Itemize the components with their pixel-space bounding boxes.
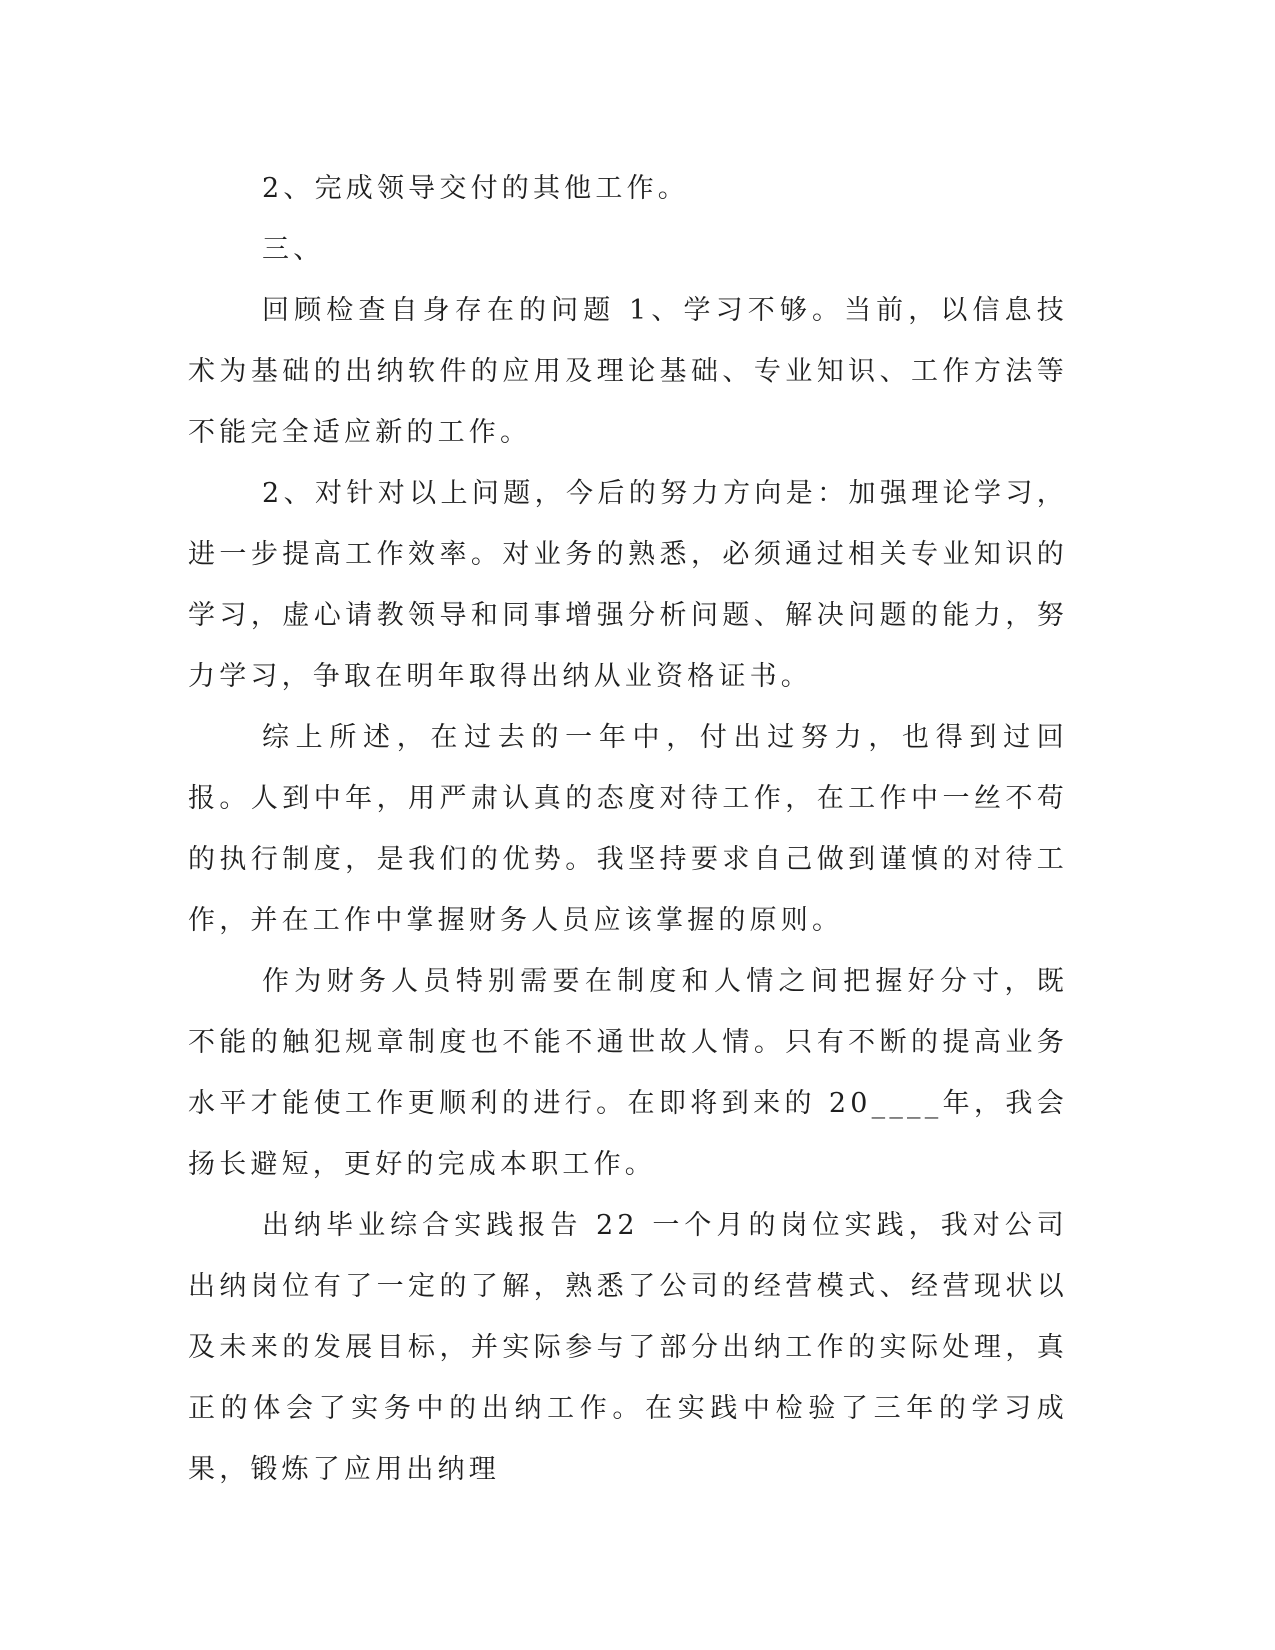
paragraph-self-review: 回顾检查自身存在的问题 1、学习不够。当前，以信息技术为基础的出纳软件的应用及理论基础、专业知识、工作方法等不能完全适应新的工作。 (188, 295, 1068, 448)
paragraph-summary: 综上所述，在过去的一年中，付出过努力，也得到过回报。人到中年，用严肃认真的态度对待工作，在工作中一丝不苟的执行制度，是我们的优势。我坚持要求自己做到谨慎的对待工作，并在工作中掌握财务人员应该掌握的原则。 (188, 722, 1068, 936)
paragraph-improvement-direction: 2、对针对以上问题，今后的努力方向是：加强理论学习，进一步提高工作效率。对业务的熟悉，必须通过相关专业知识的学习，虚心请教领导和同事增强分析问题、解决问题的能力，努力学习，争取在明年取得出纳从业资格证书。 (188, 478, 1068, 692)
paragraph-finance-staff: 作为财务人员特别需要在制度和人情之间把握好分寸，既不能的触犯规章制度也不能不通世故人情。只有不断的提高业务水平才能使工作更顺利的进行。在即将到来的 20____年，我会扬长避短，更好的完成本职工作。 (188, 966, 1068, 1180)
paragraph-section-three: 三、 (262, 234, 325, 265)
paragraph-other-work: 2、完成领导交付的其他工作。 (262, 173, 689, 204)
paragraph-practice-report: 出纳毕业综合实践报告 22 一个月的岗位实践，我对公司出纳岗位有了一定的了解，熟悉了公司的经营模式、经营现状以及未来的发展目标，并实际参与了部分出纳工作的实际处理，真正的体会了实务中的出纳工作。在实践中检验了三年的学习成果，锻炼了应用出纳理 (188, 1210, 1068, 1485)
body-text (188, 158, 1068, 1500)
